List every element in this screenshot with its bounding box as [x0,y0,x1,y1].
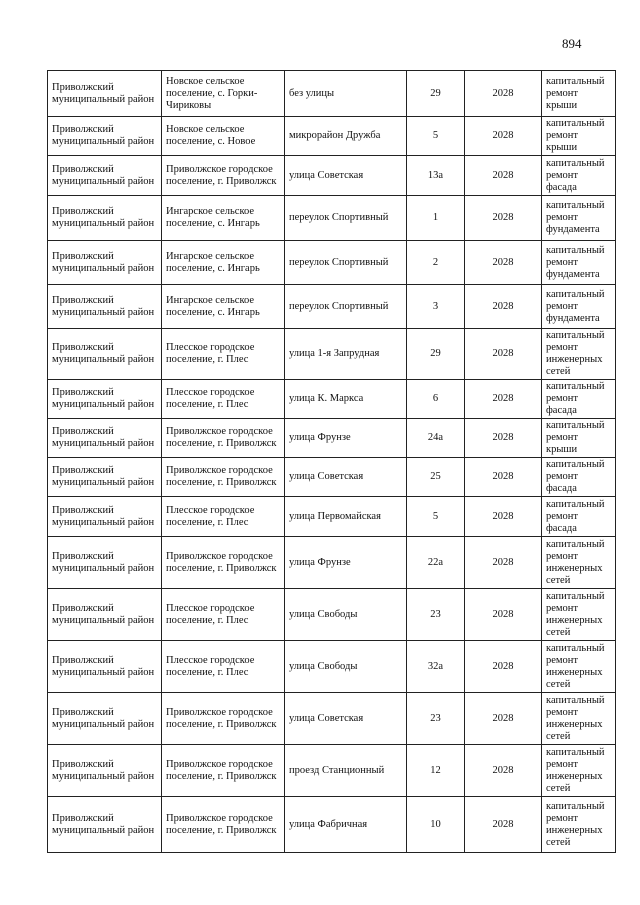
year-cell: 2028 [465,693,542,745]
district-cell: Приволжский муниципальный район [48,589,162,641]
year-cell: 2028 [465,196,542,241]
district-cell: Приволжский муниципальный район [48,419,162,458]
work-type-cell: капитальный ремонт инженерных сетей [542,537,616,589]
district-cell: Приволжский муниципальный район [48,156,162,196]
street-cell: улица Фабричная [285,797,407,853]
table-row [48,693,616,745]
street-cell: улица Фрунзе [285,419,407,458]
house-number-cell: 23 [407,589,465,641]
year-cell: 2028 [465,641,542,693]
house-number-cell: 10 [407,797,465,853]
year-cell: 2028 [465,745,542,797]
year-cell: 2028 [465,589,542,641]
house-number-cell: 2 [407,241,465,285]
house-number-cell: 29 [407,329,465,380]
house-number-cell: 22а [407,537,465,589]
year-cell: 2028 [465,117,542,156]
street-cell: переулок Спортивный [285,196,407,241]
district-cell: Приволжский муниципальный район [48,380,162,419]
street-cell: улица Советская [285,458,407,497]
work-type-cell: капитальный ремонт инженерных сетей [542,329,616,380]
house-number-cell: 24а [407,419,465,458]
street-cell: улица Советская [285,693,407,745]
table-row [48,419,616,458]
street-cell: улица Свободы [285,589,407,641]
settlement-cell: Новское сельское поселение, с. Горки-Чириковы [162,71,285,117]
work-type-cell: капитальный ремонт фундамента [542,196,616,241]
year-cell: 2028 [465,797,542,853]
table-row [48,537,616,589]
year-cell: 2028 [465,285,542,329]
work-type-cell: капитальный ремонт фасада [542,458,616,497]
district-cell: Приволжский муниципальный район [48,797,162,853]
house-number-cell: 25 [407,458,465,497]
table-row [48,71,616,117]
street-cell: переулок Спортивный [285,285,407,329]
table-row [48,329,616,380]
street-cell: улица К. Маркса [285,380,407,419]
work-type-cell: капитальный ремонт инженерных сетей [542,693,616,745]
settlement-cell: Плесское городское поселение, г. Плес [162,641,285,693]
table-row [48,285,616,329]
street-cell: переулок Спортивный [285,241,407,285]
work-type-cell: капитальный ремонт фасада [542,156,616,196]
street-cell: улица Фрунзе [285,537,407,589]
house-number-cell: 13а [407,156,465,196]
work-type-cell: капитальный ремонт фундамента [542,241,616,285]
district-cell: Приволжский муниципальный район [48,241,162,285]
street-cell: улица 1-я Запрудная [285,329,407,380]
settlement-cell: Ингарское сельское поселение, с. Ингарь [162,196,285,241]
year-cell: 2028 [465,419,542,458]
settlement-cell: Ингарское сельское поселение, с. Ингарь [162,241,285,285]
settlement-cell: Ингарское сельское поселение, с. Ингарь [162,285,285,329]
page-number: 894 [562,36,582,51]
work-type-cell: капитальный ремонт инженерных сетей [542,745,616,797]
street-cell: улица Свободы [285,641,407,693]
work-type-cell: капитальный ремонт крыши [542,419,616,458]
settlement-cell: Плесское городское поселение, г. Плес [162,589,285,641]
settlement-cell: Приволжское городское поселение, г. Приволжск [162,797,285,853]
settlement-cell: Приволжское городское поселение, г. Приволжск [162,693,285,745]
house-number-cell: 3 [407,285,465,329]
table-row [48,117,616,156]
house-number-cell: 5 [407,497,465,537]
house-number-cell: 6 [407,380,465,419]
table-row [48,241,616,285]
house-number-cell: 1 [407,196,465,241]
table-row [48,458,616,497]
settlement-cell: Новское сельское поселение, с. Новое [162,117,285,156]
district-cell: Приволжский муниципальный район [48,497,162,537]
district-cell: Приволжский муниципальный район [48,693,162,745]
table-row [48,156,616,196]
settlement-cell: Приволжское городское поселение, г. Приволжск [162,745,285,797]
settlement-cell: Приволжское городское поселение, г. Приволжск [162,537,285,589]
district-cell: Приволжский муниципальный район [48,745,162,797]
settlement-cell: Плесское городское поселение, г. Плес [162,380,285,419]
settlement-cell: Приволжское городское поселение, г. Приволжск [162,419,285,458]
district-cell: Приволжский муниципальный район [48,117,162,156]
work-type-cell: капитальный ремонт инженерных сетей [542,589,616,641]
work-type-cell: капитальный ремонт инженерных сетей [542,797,616,853]
street-cell: без улицы [285,71,407,117]
district-cell: Приволжский муниципальный район [48,71,162,117]
house-number-cell: 29 [407,71,465,117]
street-cell: улица Советская [285,156,407,196]
year-cell: 2028 [465,537,542,589]
year-cell: 2028 [465,156,542,196]
year-cell: 2028 [465,329,542,380]
work-type-cell: капитальный ремонт фасада [542,380,616,419]
district-cell: Приволжский муниципальный район [48,285,162,329]
table-row [48,641,616,693]
year-cell: 2028 [465,458,542,497]
district-cell: Приволжский муниципальный район [48,641,162,693]
settlement-cell: Приволжское городское поселение, г. Приволжск [162,156,285,196]
street-cell: микрорайон Дружба [285,117,407,156]
table-row [48,380,616,419]
house-number-cell: 32а [407,641,465,693]
table-row [48,589,616,641]
year-cell: 2028 [465,497,542,537]
house-number-cell: 5 [407,117,465,156]
settlement-cell: Приволжское городское поселение, г. Приволжск [162,458,285,497]
house-number-cell: 12 [407,745,465,797]
house-number-cell: 23 [407,693,465,745]
table-row [48,797,616,853]
table-body [48,71,616,853]
year-cell: 2028 [465,241,542,285]
year-cell: 2028 [465,71,542,117]
table-row [48,745,616,797]
street-cell: улица Первомайская [285,497,407,537]
work-type-cell: капитальный ремонт крыши [542,117,616,156]
district-cell: Приволжский муниципальный район [48,196,162,241]
table-row [48,196,616,241]
work-type-cell: капитальный ремонт инженерных сетей [542,641,616,693]
settlement-cell: Плесское городское поселение, г. Плес [162,497,285,537]
year-cell: 2028 [465,380,542,419]
district-cell: Приволжский муниципальный район [48,329,162,380]
street-cell: проезд Станционный [285,745,407,797]
district-cell: Приволжский муниципальный район [48,537,162,589]
settlement-cell: Плесское городское поселение, г. Плес [162,329,285,380]
district-cell: Приволжский муниципальный район [48,458,162,497]
work-type-cell: капитальный ремонт фундамента [542,285,616,329]
repair-schedule-table [47,70,616,853]
work-type-cell: капитальный ремонт фасада [542,497,616,537]
work-type-cell: капитальный ремонт крыши [542,71,616,117]
table-row [48,497,616,537]
